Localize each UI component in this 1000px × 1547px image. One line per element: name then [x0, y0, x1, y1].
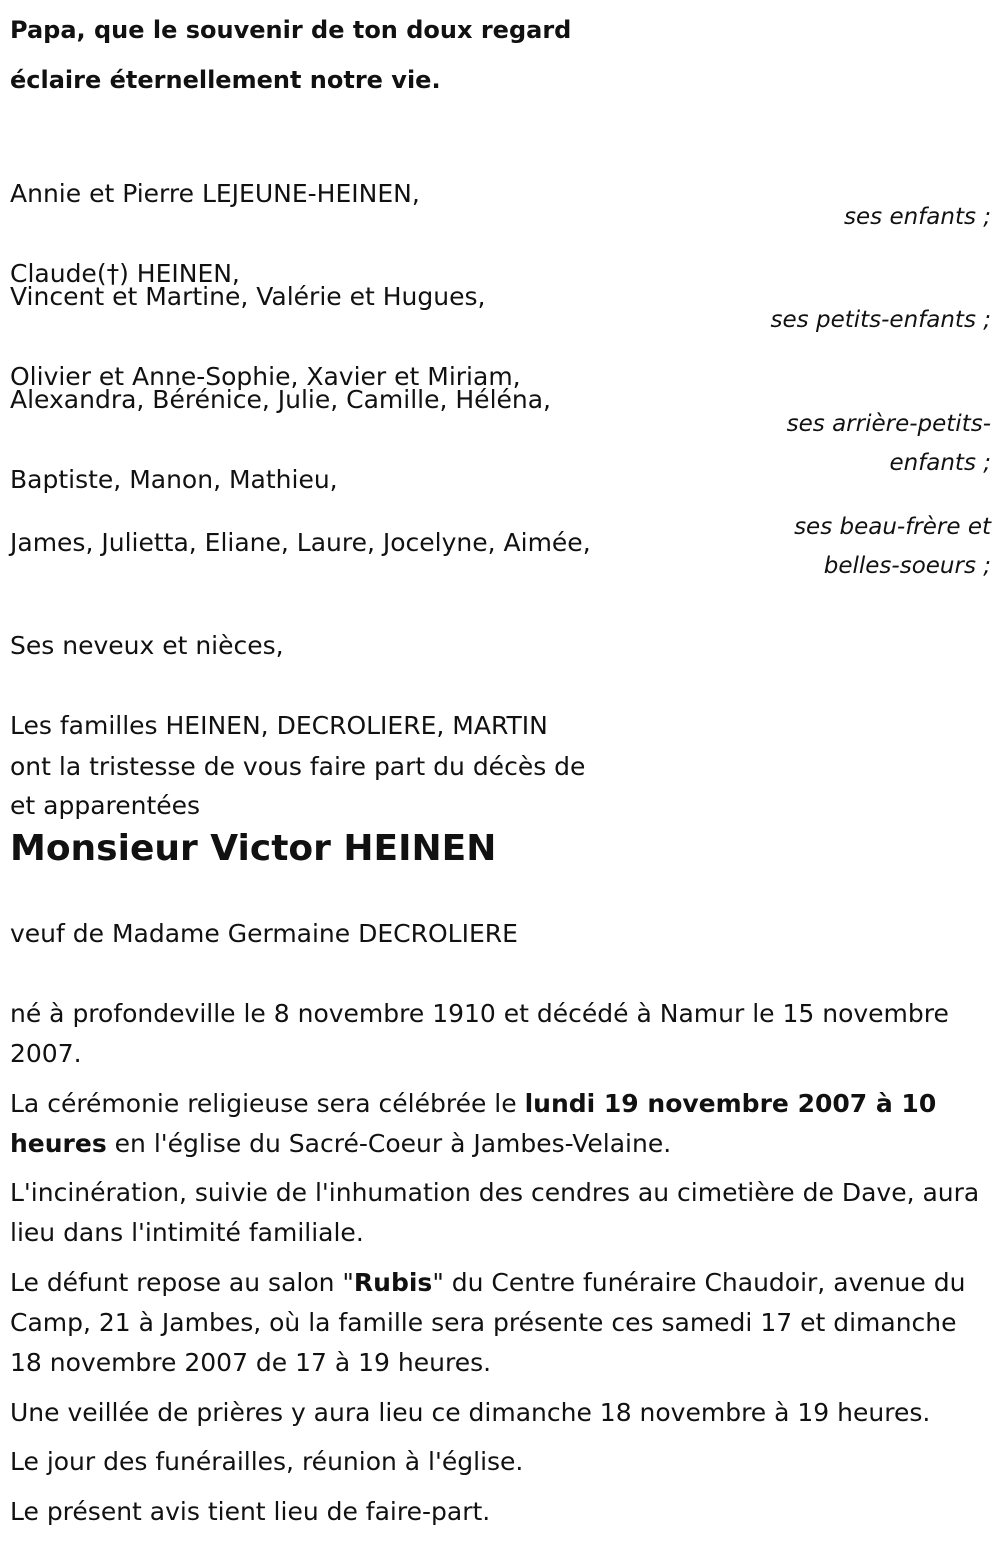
vigil-text: Une veillée de prières y aura lieu ce dimanche 18 novembre à 19 heures.	[10, 1398, 931, 1427]
viewing-text-end: " du Centre funéraire Chaudoir, avenue du Camp, 21 à Jambes, où la famille sera présente ces samedi 17 et dimanche 18 novembre 2007 de 17 à 19 heures.	[10, 1268, 966, 1377]
birth-death-text: né à profondeville le 8 novembre 1910 et décédé à Namur le 15 novembre 2007.	[10, 999, 949, 1068]
in-laws-role	[731, 508, 991, 586]
deceased-name: Monsieur Victor HEINEN	[10, 828, 497, 869]
in-laws-names	[10, 483, 710, 603]
ceremony-text-end: en l'église du Sacré-Coeur à Jambes-Velaine.	[106, 1129, 672, 1158]
viewing-text-start: Le défunt repose au salon "	[10, 1268, 354, 1297]
funeral-day-text: Le jour des funérailles, réunion à l'église.	[10, 1447, 524, 1476]
ceremony-text	[10, 1084, 985, 1164]
memorial-verse	[10, 5, 710, 105]
relatives-line-1: Ses neveux et nièces,	[10, 631, 284, 660]
in-laws-role-line-2: belles-soeurs ;	[823, 553, 991, 579]
great-grandchildren-role-line-1: ses arrière-petits-	[786, 411, 991, 437]
cremation-text: L'incinération, suivie de l'inhumation des cendres au cimetière de Dave, aura lieu dans l'intimité familiale.	[10, 1178, 980, 1247]
viewing-text	[10, 1263, 985, 1383]
great-grandchildren-line-2: Baptiste, Manon, Mathieu,	[10, 465, 338, 494]
widower-text: veuf de Madame Germaine DECROLIERE	[10, 919, 518, 948]
in-laws-role-line-1: ses beau-frère et	[794, 514, 991, 540]
great-grandchildren-line-1: Alexandra, Bérénice, Julie, Camille, Héléna,	[10, 385, 552, 414]
grandchildren-line-2: Olivier et Anne-Sophie, Xavier et Miriam,	[10, 362, 521, 391]
ceremony-text-start: La cérémonie religieuse sera célébrée le	[10, 1089, 525, 1118]
verse-line-1: Papa, que le souvenir de ton doux regard	[10, 16, 572, 44]
notice-text: Le présent avis tient lieu de faire-part.	[10, 1497, 491, 1526]
great-grandchildren-role-line-2: enfants ;	[889, 450, 991, 476]
children-line-2: Claude(†) HEINEN,	[10, 259, 240, 288]
viewing-salon-name: Rubis	[353, 1268, 433, 1297]
grandchildren-role: ses petits-enfants ;	[770, 307, 991, 333]
in-laws-line-1: James, Julietta, Eliane, Laure, Jocelyne, Aimée,	[10, 528, 591, 557]
announcement-text: ont la tristesse de vous faire part du décès de	[10, 752, 586, 781]
children-role: ses enfants ;	[844, 204, 991, 230]
great-grandchildren-role	[731, 405, 991, 483]
verse-line-2: éclaire éternellement notre vie.	[10, 66, 441, 94]
children-line-1: Annie et Pierre LEJEUNE-HEINEN,	[10, 179, 420, 208]
ceremony-date-time: lundi 19 novembre 2007 à 10 heures	[10, 1089, 937, 1158]
relatives-line-3: et apparentées	[10, 791, 201, 820]
grandchildren-line-1: Vincent et Martine, Valérie et Hugues,	[10, 282, 486, 311]
relatives-line-2: Les familles HEINEN, DECROLIERE, MARTIN	[10, 711, 548, 740]
